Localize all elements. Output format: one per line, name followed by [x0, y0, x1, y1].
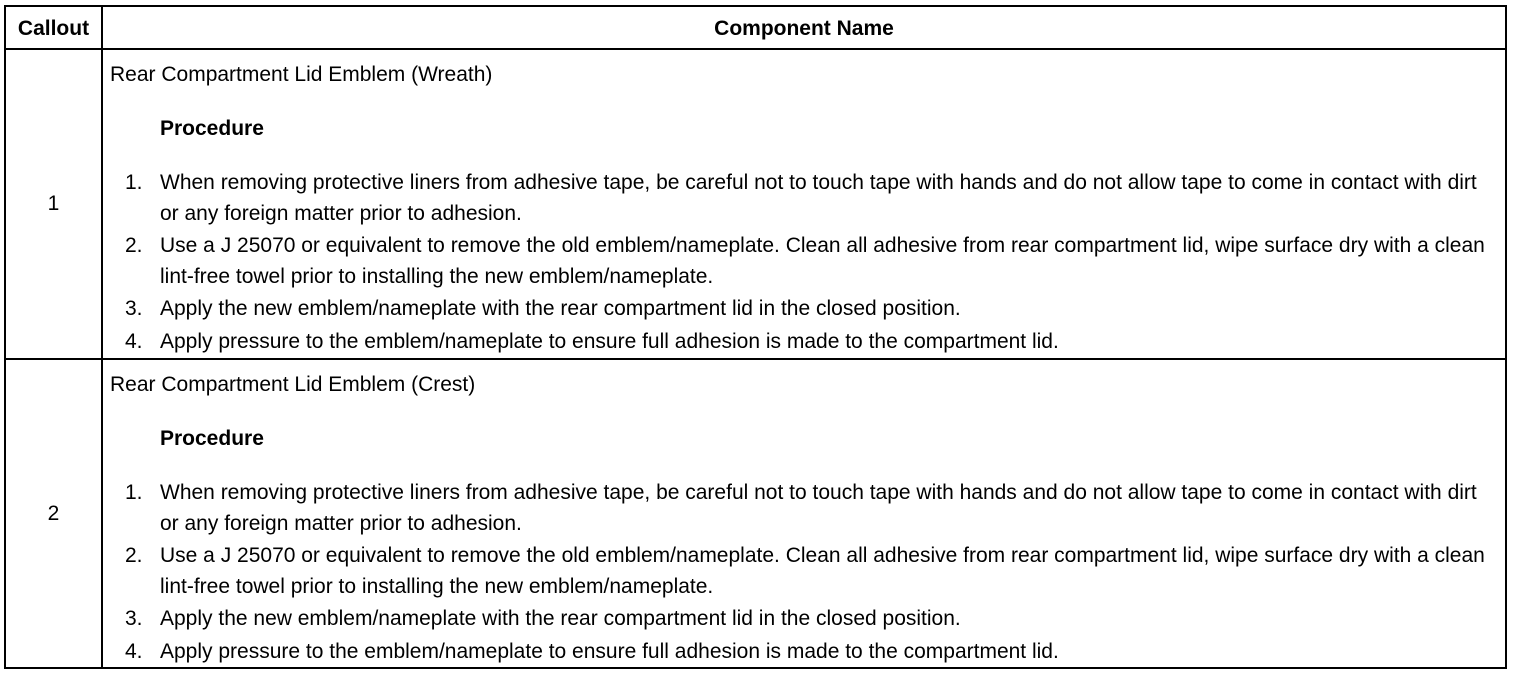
step-text: Use a J 25070 or equivalent to remove the old emblem/nameplate. Clean all adhesive from rear compartment lid, wipe surface dry with a clean lint-free towel prior to installing the new emblem/nameplate.: [160, 544, 1485, 598]
procedure-step: [110, 294, 1495, 325]
procedure-step: [110, 541, 1495, 602]
table-row: [6, 50, 1505, 358]
step-text: When removing protective liners from adhesive tape, be careful not to touch tape with hands and do not allow tape to come in contact with dirt or any foreign matter prior to adhesion.: [160, 481, 1477, 535]
step-number: 2.: [125, 234, 143, 257]
procedure-heading: Procedure: [160, 427, 264, 450]
step-number: 3.: [125, 607, 143, 630]
step-text: Apply the new emblem/nameplate with the rear compartment lid in the closed position.: [160, 607, 961, 630]
procedure-step: [110, 604, 1495, 635]
procedure-heading: Procedure: [160, 117, 264, 140]
callout-number: 1: [47, 192, 60, 215]
procedure-step: [110, 327, 1495, 358]
step-number: 4.: [125, 329, 143, 353]
callout-number: 2: [47, 501, 60, 525]
step-number: 1.: [125, 481, 143, 504]
step-text: When removing protective liners from adhesive tape, be careful not to touch tape with hands and do not allow tape to come in contact with dirt or any foreign matter prior to adhesion.: [160, 171, 1477, 225]
procedure-steps: [110, 168, 1495, 357]
procedure-steps: [110, 478, 1495, 667]
step-number: 3.: [125, 297, 143, 320]
table-row: [6, 360, 1505, 667]
header-component-name: Component Name: [714, 17, 894, 40]
procedure-step: [110, 478, 1495, 539]
procedure-step: [110, 168, 1495, 229]
step-text: Apply the new emblem/nameplate with the rear compartment lid in the closed position.: [160, 297, 961, 320]
component-cell: [110, 360, 1495, 669]
component-cell: [110, 50, 1495, 359]
procedure-step: [110, 231, 1495, 292]
header-callout: Callout: [17, 17, 90, 40]
step-text: Use a J 25070 or equivalent to remove the old emblem/nameplate. Clean all adhesive from rear compartment lid, wipe surface dry with a clean lint-free towel prior to installing the new emblem/nameplate.: [160, 234, 1485, 288]
procedure-step: [110, 637, 1495, 668]
component-name: Rear Compartment Lid Emblem (Wreath): [110, 63, 493, 86]
step-text: Apply pressure to the emblem/nameplate to ensure full adhesion is made to the compartment lid.: [160, 329, 1059, 353]
step-text: Apply pressure to the emblem/nameplate to ensure full adhesion is made to the compartment lid.: [160, 639, 1059, 663]
step-number: 1.: [125, 171, 143, 194]
step-number: 2.: [125, 544, 143, 567]
step-number: 4.: [125, 639, 143, 663]
component-table: [4, 5, 1507, 669]
component-name: Rear Compartment Lid Emblem (Crest): [110, 373, 476, 396]
